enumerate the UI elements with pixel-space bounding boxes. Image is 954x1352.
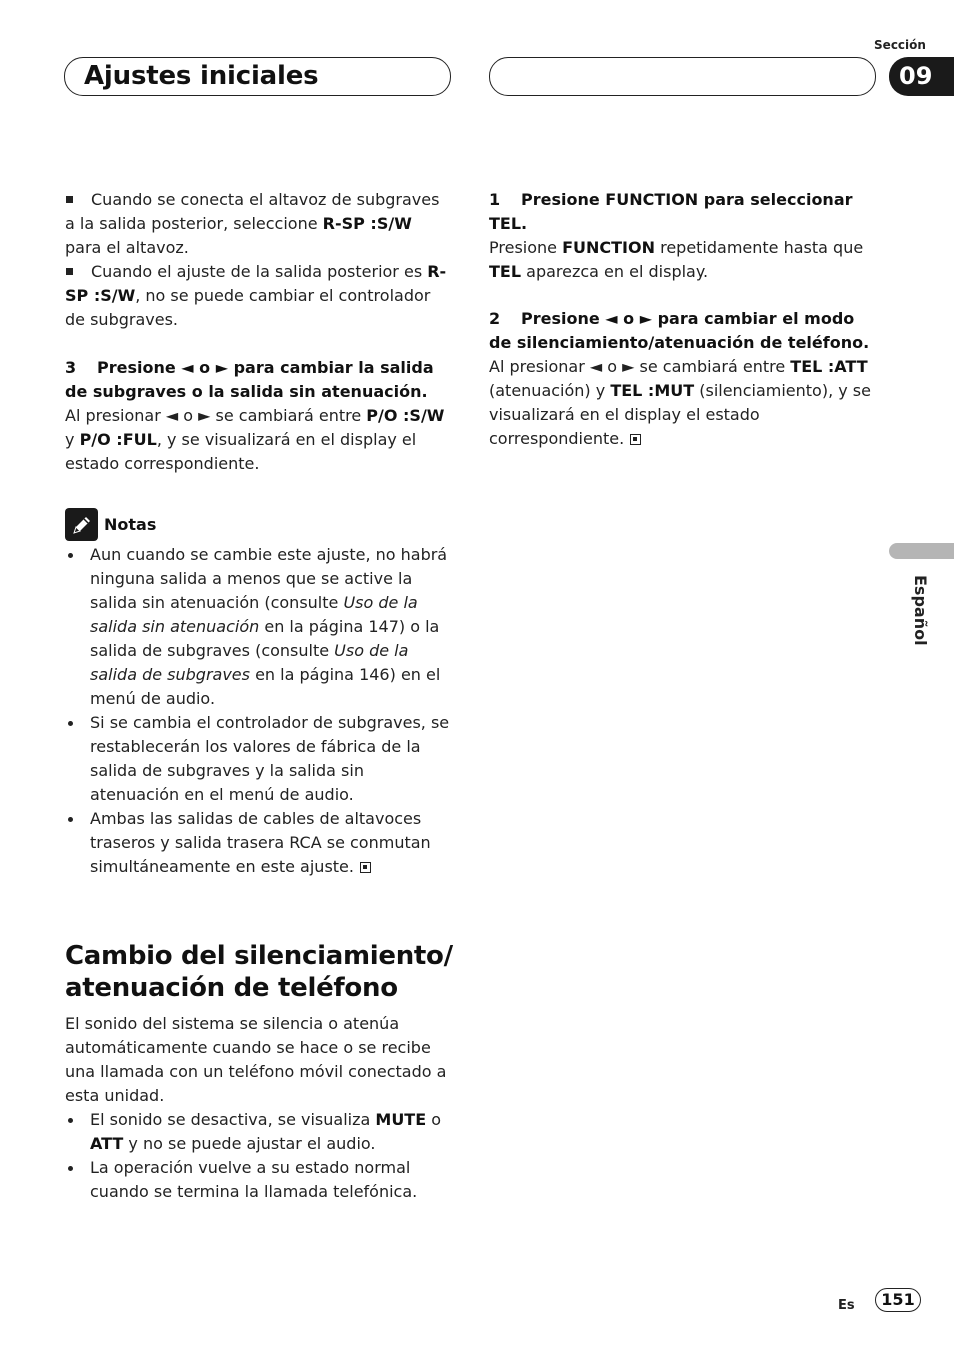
phone-bullet: La operación vuelve a su estado normal cuando se termina la llamada telefónica.	[65, 1156, 453, 1204]
step-2-title: 2 Presione ◄ o ► para cambiar el modo de silenciamiento/atenuación de teléfono.	[489, 309, 870, 352]
step-3-body: Al presionar ◄ o ► se cambiará entre P/O :S/W y P/O :FUL, y se visualizará en el display el estado correspondiente.	[65, 406, 445, 473]
note-item: Aun cuando se cambie este ajuste, no habrá ninguna salida a menos que se active la salida sin atenuación (consulte Uso de la salida sin atenuación en la página 147) o la salida de subgraves (consulte Uso de la salida de subgraves en la página 146) en el menú de audio.	[65, 543, 453, 711]
square-bullet-icon	[65, 188, 91, 212]
page-number: 151	[875, 1288, 921, 1312]
note-item: Si se cambia el controlador de subgraves, se restablecerán los valores de fábrica de la salida de subgraves y la salida sin atenuación en el menú de audio.	[65, 711, 453, 807]
section-label: Sección	[874, 38, 926, 52]
side-tab	[889, 543, 954, 559]
section-number-badge: 09	[889, 57, 954, 96]
square-bullet-item: Cuando el ajuste de la salida posterior es R-SP :S/W, no se puede cambiar el controlador de subgraves.	[65, 262, 447, 329]
end-mark-icon	[630, 434, 641, 445]
square-bullet-icon	[65, 260, 91, 284]
end-mark-icon	[360, 862, 371, 873]
pencil-note-icon	[65, 508, 98, 541]
header-empty-frame	[489, 57, 876, 96]
left-column	[65, 188, 453, 879]
section-heading: Cambio del silenciamiento/ atenuación de teléfono	[65, 941, 453, 1003]
square-bullet-item: Cuando se conecta el altavoz de subgraves a la salida posterior, seleccione R-SP :S/W para el altavoz.	[65, 190, 440, 257]
section-title: Ajustes iniciales	[84, 61, 319, 91]
notes-label: Notas	[104, 514, 157, 534]
phone-intro: El sonido del sistema se silencia o atenúa automáticamente cuando se hace o se recibe una llamada con un teléfono móvil conectado a esta unidad.	[65, 1014, 447, 1105]
phone-list	[65, 1108, 453, 1204]
notes-list	[65, 543, 453, 879]
step-1-body: Presione FUNCTION repetidamente hasta que TEL aparezca en el display.	[489, 238, 864, 281]
footer-language: Es	[838, 1298, 855, 1313]
side-language-label: Español	[911, 575, 930, 646]
note-item: Ambas las salidas de cables de altavoces traseros y salida trasera RCA se conmutan simultáneamente en este ajuste.	[65, 807, 453, 879]
right-column	[489, 188, 877, 451]
step-3-title: 3 Presione ◄ o ► para cambiar la salida de subgraves o la salida sin atenuación.	[65, 358, 434, 401]
phone-section	[65, 1012, 453, 1204]
notes-header	[65, 508, 453, 541]
phone-bullet: El sonido se desactiva, se visualiza MUTE o ATT y no se puede ajustar el audio.	[65, 1108, 453, 1156]
step-1-title: 1 Presione FUNCTION para seleccionar TEL.	[489, 190, 853, 233]
step-2-body: Al presionar ◄ o ► se cambiará entre TEL :ATT (atenuación) y TEL :MUT (silenciamiento), y se visualizará en el display el estado correspondiente.	[489, 357, 871, 448]
